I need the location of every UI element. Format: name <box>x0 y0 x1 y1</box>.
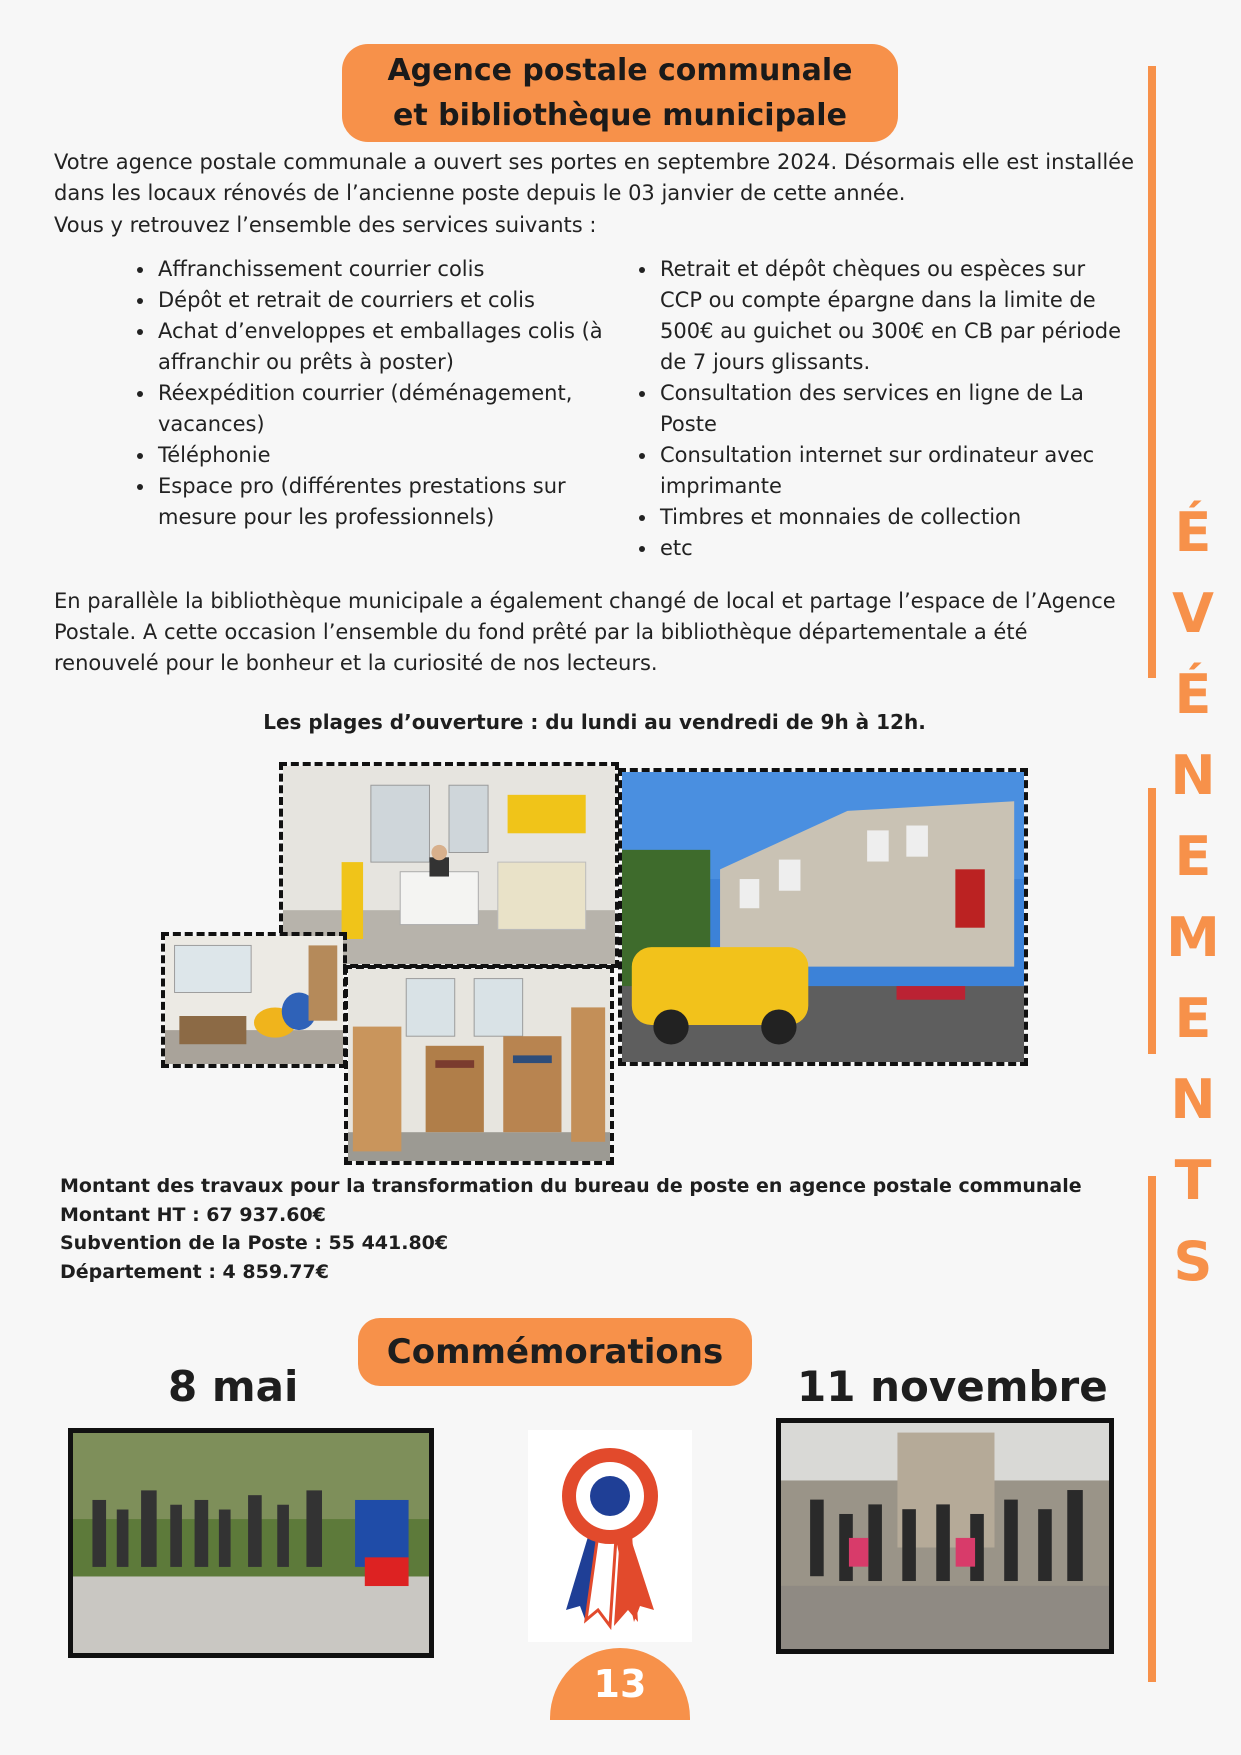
side-letter: É <box>1174 663 1212 726</box>
cockade-ribbon-icon <box>528 1430 692 1642</box>
side-letter: N <box>1170 744 1216 807</box>
side-letter: T <box>1174 1149 1212 1212</box>
page-title <box>342 44 898 142</box>
side-letter: N <box>1170 1068 1216 1131</box>
list-item: • Timbres et monnaies de collection <box>658 502 1128 533</box>
title-line-1: Agence postale communale <box>387 53 853 88</box>
list-item: • Affranchissement courrier colis <box>156 254 616 285</box>
may-ceremony-photo <box>68 1428 434 1658</box>
side-bar-top <box>1148 66 1156 678</box>
side-letter: E <box>1174 825 1212 888</box>
page-number-label: 13 <box>593 1662 647 1706</box>
costs-block <box>60 1172 1082 1286</box>
costs-department: Département : 4 859.77€ <box>60 1260 329 1283</box>
november-ceremony-photo <box>776 1418 1114 1654</box>
list-item: • Retrait et dépôt chèques ou espèces sur CCP ou compte épargne dans la limite de 500€ au guichet ou 300€ en CB par période de 7 jours glissants. <box>658 254 1128 378</box>
services-intro: Vous y retrouvez l’ensemble des services suivants : <box>54 213 597 237</box>
date-8-mai: 8 mai <box>168 1362 299 1411</box>
costs-ht: Montant HT : 67 937.60€ <box>60 1203 326 1226</box>
side-bar-bottom <box>1148 1176 1156 1682</box>
list-item: • Dépôt et retrait de courriers et colis <box>156 285 616 316</box>
costs-title: Montant des travaux pour la transformation du bureau de poste en agence postale communale <box>60 1175 1082 1197</box>
side-bar-middle <box>1148 788 1156 1054</box>
services-list-right <box>630 254 1128 564</box>
commemorations-label: Commémorations <box>386 1332 724 1372</box>
side-letter: V <box>1172 582 1214 645</box>
side-title-evenements <box>1162 492 1224 1302</box>
intro-paragraph: Votre agence postale communale a ouvert ses portes en septembre 2024. Désormais elle est installée dans les locaux rénovés de l’ancienne poste depuis le 03 janvier de cette année. <box>54 150 1134 205</box>
title-line-2: et bibliothèque municipale <box>393 98 847 133</box>
services-list-left <box>128 254 616 533</box>
side-letter: S <box>1173 1230 1213 1293</box>
library-shelves-photo <box>344 965 614 1165</box>
commemorations-title <box>358 1318 752 1386</box>
side-letter: E <box>1174 987 1212 1050</box>
date-11-novembre: 11 novembre <box>797 1362 1108 1411</box>
list-item: • Consultation internet sur ordinateur avec imprimante <box>658 440 1128 502</box>
list-item: • Achat d’enveloppes et emballages colis (à affranchir ou prêts à poster) <box>156 316 616 378</box>
page-number <box>550 1648 690 1720</box>
side-letter: M <box>1166 906 1220 969</box>
list-item: • Espace pro (différentes prestations sur mesure pour les professionnels) <box>156 471 616 533</box>
list-item: • Réexpédition courrier (déménagement, vacances) <box>156 378 616 440</box>
list-item: • etc <box>658 533 1128 564</box>
library-paragraph: En parallèle la bibliothèque municipale a également changé de local et partage l’espace de l’Agence Postale. A cette occasion l’ensemble du fond prêté par la bibliothèque départementale a été renouvelé pour le bonheur et la curiosité de nos lecteurs. <box>54 589 1116 675</box>
opening-hours: Les plages d’ouverture : du lundi au vendredi de 9h à 12h. <box>263 710 926 734</box>
side-letter: É <box>1174 501 1212 564</box>
costs-subsidy: Subvention de la Poste : 55 441.80€ <box>60 1232 449 1254</box>
children-reading-corner-photo <box>161 932 347 1068</box>
list-item: • Consultation des services en ligne de La Poste <box>658 378 1128 440</box>
list-item: • Téléphonie <box>156 440 616 471</box>
post-office-building-photo <box>618 768 1028 1066</box>
